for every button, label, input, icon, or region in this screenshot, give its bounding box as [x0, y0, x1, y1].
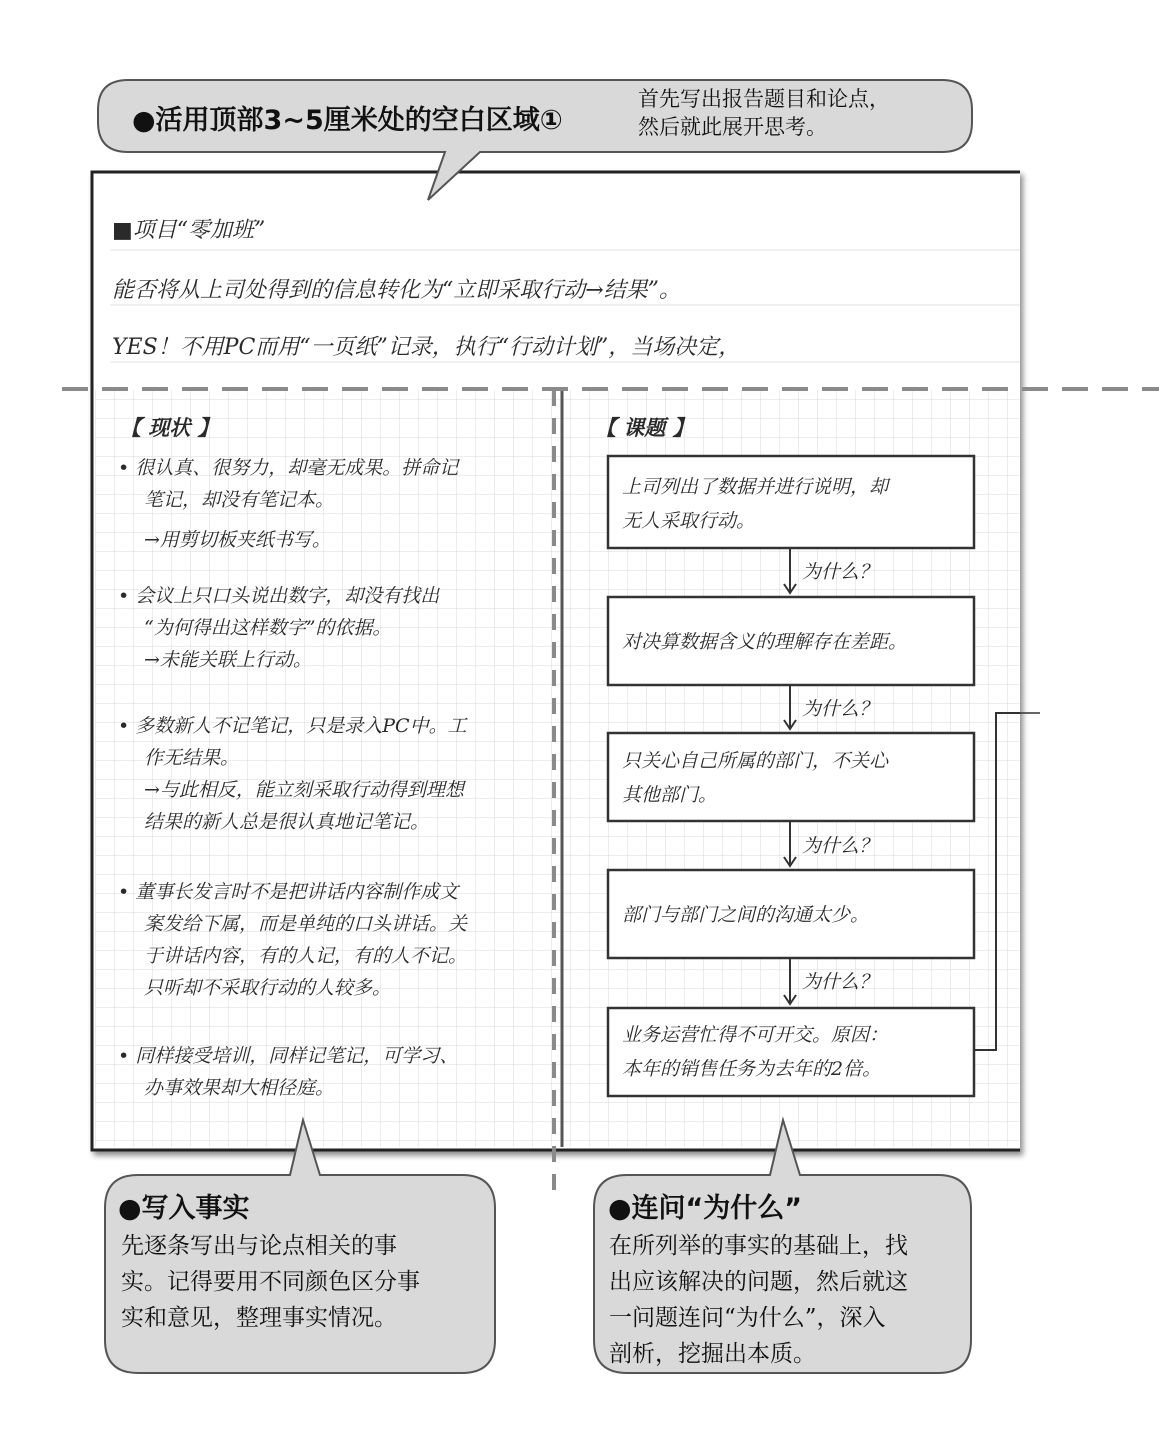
why-label: 为什么？ [802, 698, 879, 720]
callout-right-body: 在所列举的事实的基础上，找 出应该解决的问题，然后就这 一问题连问“为什么”，深入 剖析，挖掘出本质。 [609, 1233, 908, 1367]
issue-box-5: 业务运营忙得不可开交。原因： 本年的销售任务为去年的2倍。 [622, 1024, 889, 1080]
why-label: 为什么？ [802, 561, 879, 583]
why-label: 为什么？ [802, 971, 879, 993]
callout-left-body: 先逐条写出与论点相关的事 实。记得要用不同颜色区分事 实和意见，整理事实情况。 [121, 1233, 420, 1331]
fact-item: • 董事长发言时不是把讲话内容制作成文 案发给下属，而是单纯的口头讲话。关 于讲话内容，有的人记，有的人不记。 只听却不采取行动的人较多。 [118, 881, 468, 999]
note-line-1: 能否将从上司处得到的信息转化为“立即采取行动→结果”。 [112, 278, 681, 303]
subject-line: ■项目“零加班” [112, 218, 266, 243]
issue-box-3: 只关心自己所属的部门，不关心 其他部门。 [622, 750, 889, 806]
issue-box-1: 上司列出了数据并进行说明，却 无人采取行动。 [622, 476, 889, 532]
callout-right-title: ●连问“为什么” [608, 1193, 803, 1224]
note-line-2: YES！不用PC而用“一页纸”记录，执行“行动计划”，当场决定， [112, 335, 741, 360]
top-bubble-title: ●活用顶部3~5厘米处的空白区域① [132, 105, 563, 136]
issue-box-4: 部门与部门之间的沟通太少。 [622, 904, 870, 926]
fact-item: • 多数新人不记笔记，只是录入PC中。工 作无结果。 →与此相反，能立刻采取行动得到理想 结果的新人总是很认真地记笔记。 [118, 715, 467, 833]
fact-item: • 很认真、很努力，却毫无成果。拼命记 笔记，却没有笔记本。 →用剪切板夹纸书写。 [118, 457, 459, 551]
top-bubble-sub-line-2: 然后就此展开思考。 [638, 115, 827, 139]
fact-item: • 会议上只口头说出数字，却没有找出 “为何得出这样数字”的依据。 →未能关联上行动。 [118, 585, 440, 671]
issues-heading: 【 课题 】 [595, 415, 694, 440]
callout-left-title: ●写入事实 [118, 1193, 250, 1224]
top-bubble-sub-line-1: 首先写出报告题目和论点， [638, 87, 890, 111]
why-label: 为什么？ [802, 835, 879, 857]
status-heading: 【 现状 】 [120, 415, 219, 440]
fact-item: • 同样接受培训，同样记笔记，可学习、 办事效果却大相径庭。 [118, 1045, 459, 1099]
issue-box-2: 对决算数据含义的理解存在差距。 [622, 631, 908, 653]
